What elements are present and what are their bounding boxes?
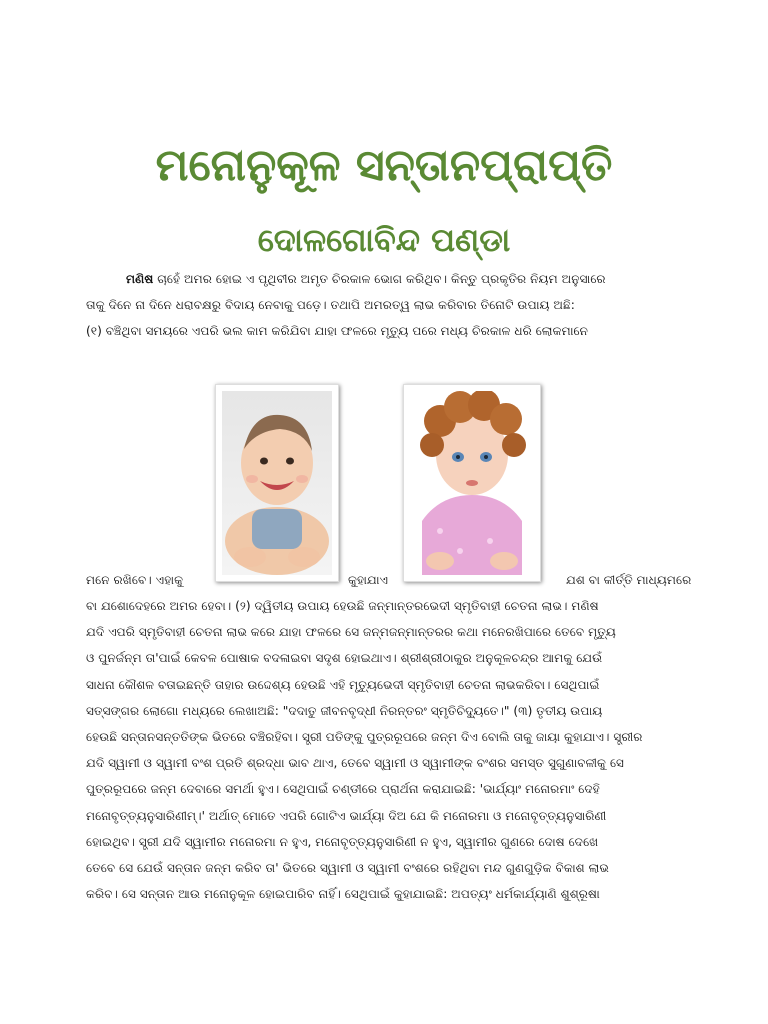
photo-curly-toddler — [403, 384, 541, 582]
paragraph-line: ହୋଇଥିବ। ସ୍ତ୍ରୀ ଯଦି ସ୍ୱାମୀର ମନୋରମା ନ ହୁଏ, ମନୋବୃତ୍ତ୍ୟନୁସାରିଣୀ ନ ହୁଏ, ସ୍ୱାମୀର ଗୁଣରେ ଦୋଷ ଦେଖେ — [86, 834, 599, 849]
paragraph-line: ବା ଯଶୋଦେହରେ ଅମର ହେବା। (୨) ଦ୍ୱିତୀୟ ଉପାୟ ହେଉଛି ଜନ୍ମାନ୍ତରଭେଦୀ ସ୍ମୃତିବାହୀ ଚେତନା ଲାଭ। ମଣିଷ — [86, 599, 599, 613]
paragraph-line: ସାଧନା କୌଶଳ ବତାଇଛନ୍ତି ତାହାର ଉଦ୍ଦେଶ୍ୟ ହେଉଛି ଏହି ମୃତ୍ୟୁଭେଦୀ ସ୍ମୃତିବାହୀ ଚେତନା ଲାଭକରିବା। ସେଥିପାଇଁ — [86, 677, 600, 692]
inline-text-3: ଯଶ ବା କୀର୍ତ୍ତି ମାଧ୍ୟମରେ — [566, 573, 692, 587]
line-text: ଚାହେଁ ଅମର ହୋଇ ଏ ପୃଥିବୀର ଅମୃତ ଚିରକାଳ ଭୋଗ କରିଥିବ। କିନ୍ତୁ ପ୍ରକୃତିର ନିୟମ ଅନୁସାରେ — [157, 272, 606, 286]
baby-image-2 — [410, 391, 534, 575]
paragraph-line — [86, 266, 683, 292]
inline-text-1: ମନେ ରଖିବେ। ଏହାକୁ — [86, 573, 184, 587]
paragraph-line: ହେଉଛି ସନ୍ତାନସନ୍ତତିଙ୍କ ଭିତରେ ବଞ୍ଚିରହିବା। ସ୍ତ୍ରୀ ପତିଙ୍କୁ ପୁତ୍ରରୂପରେ ଜନ୍ମ ଦିଏ ବୋଲି ତାକୁ ଜାୟା କୁହାଯାଏ। ସ୍ତ୍ରୀର — [86, 729, 643, 744]
paragraph-line: ଯଦି ଏପରି ସ୍ମୃତିବାହୀ ଚେତନା ଲାଭ କରେ ଯାହା ଫଳରେ ସେ ଜନ୍ମଜନ୍ମାନ୍ତରର କଥା ମନେରଖିପାରେ ତେବେ ମୃତ୍ୟୁ — [86, 625, 616, 640]
photo-smiling-baby — [215, 384, 339, 582]
paragraph-line: କରିବ। ସେ ସନ୍ତାନ ଆଉ ମନୋନୁକୂଳ ହୋଇପାରିବ ନାହିଁ। ସେଥିପାଇଁ କୁହାଯାଇଛି: ଅପତ୍ୟଂ ଧର୍ମକାର୍ଯ୍ୟାଣି ଶୁଶ୍ରୂଷା — [86, 887, 600, 902]
page-title: ମନୋନୁକୂଳ ସନ୍ତାନପ୍ରାପ୍ତି — [155, 140, 613, 191]
paragraph-line: ସତ୍ସଙ୍ଗର ଲୋଗୋ ମଧ୍ୟରେ ଲେଖାଅଛି: "ଦଦାତୁ ଜୀବନବୃଦ୍ଧୀ ନିରନ୍ତରଂ ସ୍ମୃତିଚିଦ୍ୟୁତେ।" (୩) ତୃତୀୟ ଉପାୟ — [86, 703, 603, 718]
lead-word: ମଣିଷ — [126, 272, 154, 286]
author-name: ଦୋଳଗୋବିନ୍ଦ ପଣ୍ଡା — [257, 221, 511, 259]
paragraph-intro — [86, 266, 683, 345]
paragraph-line: ପୁତ୍ରରୂପରେ ଜନ୍ମ ଦେବାରେ ସମର୍ଥା ହୁଏ। ସେଥିପାଇଁ ଚଣ୍ଡୀରେ ପ୍ରାର୍ଥନା କରାଯାଇଛି: 'ଭାର୍ଯ୍ୟାଂ ମନୋରମାଂ ଦେହି — [86, 782, 600, 797]
paragraph-line: ମନୋବୃତ୍ତ୍ୟନୁସାରିଣୀମ୍।' ଅର୍ଥାତ୍ ମୋତେ ଏପରି ଗୋଟିଏ ଭାର୍ଯ୍ୟା ଦିଅ ଯେ କି ମନୋରମା ଓ ମନୋବୃତ୍ତ୍ୟନୁସାରିଣୀ — [86, 808, 607, 823]
paragraph-line: ତେବେ ସେ ଯେଉଁ ସନ୍ତାନ ଜନ୍ମ କରିବ ତା' ଭିତରେ ସ୍ୱାମୀ ଓ ସ୍ୱାମୀ ବଂଶରେ ରହିଥିବା ମନ୍ଦ ଗୁଣଗୁଡ଼ିକ ବିକାଶ ଲାଭ — [86, 860, 609, 875]
paragraph-line: ତାକୁ ଦିନେ ନା ଦିନେ ଧରାବକ୍ଷରୁ ବିଦାୟ ନେବାକୁ ପଡ଼େ। ତଥାପି ଅମରତ୍ୱ ଲାଭ କରିବାର ତିନୋଟି ଉପାୟ ଅଛି: — [86, 298, 575, 313]
paragraph-main — [86, 593, 683, 907]
paragraph-line: ଓ ପୁନର୍ଜନ୍ମ ତା'ପାଇଁ କେବଳ ପୋଷାକ ବଦଳାଇବା ସଦୃଶ ହୋଇଥାଏ। ଶ୍ରୀଶ୍ରୀଠାକୁର ଅନୁକୂଳଚନ୍ଦ୍ର ଆମକୁ ଯେଉଁ — [86, 651, 603, 666]
paragraph-line: (୧) ବଞ୍ଚିଥିବା ସମୟରେ ଏପରି ଭଲ କାମ କରିଯିବା ଯାହା ଫଳରେ ମୃତ୍ୟୁ ପରେ ମଧ୍ୟ ଚିରକାଳ ଧରି ଲୋକମାନେ — [86, 324, 589, 339]
inline-text-2: କୁହାଯାଏ — [348, 573, 389, 587]
baby-image-1 — [222, 391, 332, 575]
paragraph-line: ଯଦି ସ୍ୱାମୀ ଓ ସ୍ୱାମୀ ବଂଶ ପ୍ରତି ଶ୍ରଦ୍ଧା ଭାବ ଥାଏ, ତେବେ ସ୍ୱାମୀ ଓ ସ୍ୱାମୀଙ୍କ ବଂଶର ସମସ୍ତ ସୁଗୁଣାବଳୀକୁ ସେ — [86, 756, 624, 771]
